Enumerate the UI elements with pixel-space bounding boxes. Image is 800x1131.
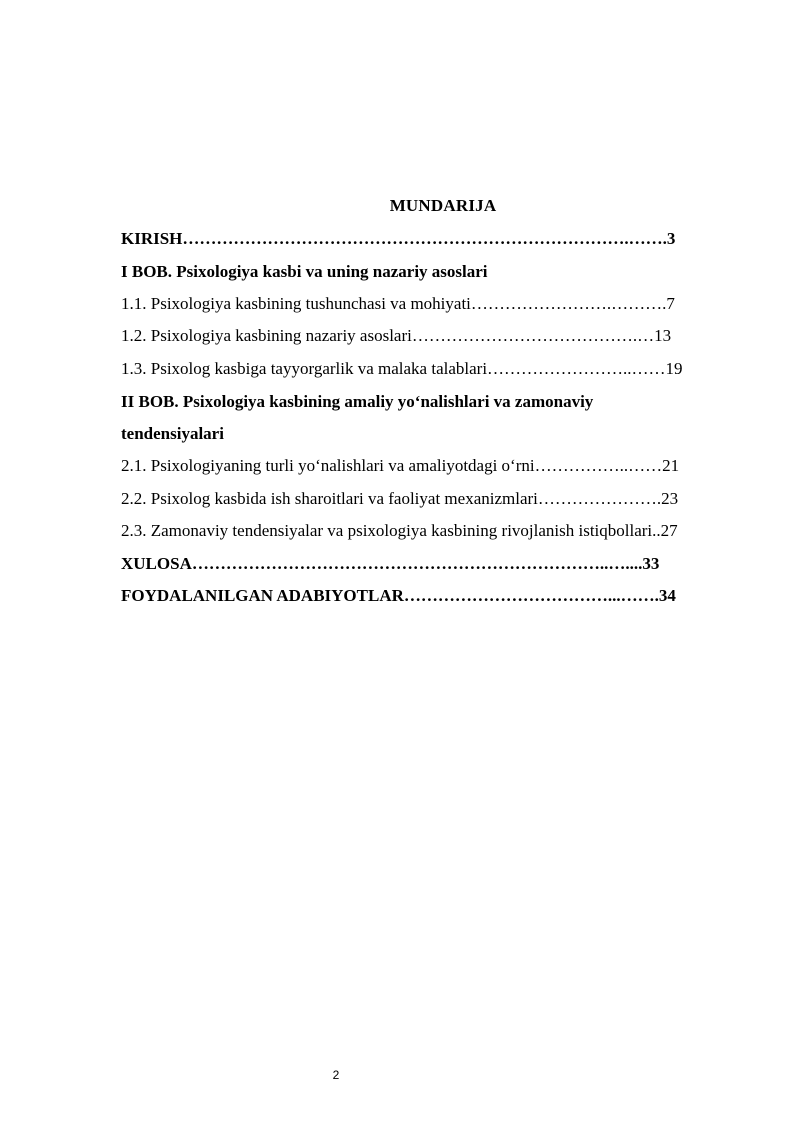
toc-entry-xulosa: XULOSA………………………………………………………………..…....33: [121, 554, 660, 573]
toc-entry-1-1: 1.1. Psixologiya kasbining tushunchasi va mohiyati…………………….……….7: [121, 294, 675, 313]
toc-chapter-2-heading: II BOB. Psixologiya kasbining amaliy yo‘nalishlari va zamonaviy: [121, 392, 594, 411]
page-number: 2: [332, 1068, 340, 1082]
toc-entry-kirish: KIRISH…………………………………………………………………….…….3: [121, 229, 676, 248]
toc-chapter-1-heading: I BOB. Psixologiya kasbi va uning nazariy asoslari: [121, 262, 488, 281]
toc-entry-2-1: 2.1. Psixologiyaning turli yo‘nalishlari va amaliyotdagi o‘rni……………..……21: [121, 456, 680, 475]
toc-entry-2-2: 2.2. Psixolog kasbida ish sharoitlari va faoliyat mexanizmlari………………….23: [121, 489, 679, 508]
toc-title-container: [0, 195, 800, 217]
toc-title: MUNDARIJA: [389, 196, 497, 215]
toc-entry-1-3: 1.3. Psixolog kasbiga tayyorgarlik va malaka talablari……………………..……19: [121, 359, 683, 378]
toc-chapter-2-heading-continued: tendensiyalari: [121, 424, 224, 443]
toc-entry-references: FOYDALANILGAN ADABIYOTLAR………………………………...…….34: [121, 586, 676, 605]
toc-entry-1-2: 1.2. Psixologiya kasbining nazariy asoslari………………………………….…13: [121, 326, 672, 345]
toc-entry-2-3: 2.3. Zamonaviy tendensiyalar va psixologiya kasbining rivojlanish istiqbollari..27: [121, 521, 678, 540]
